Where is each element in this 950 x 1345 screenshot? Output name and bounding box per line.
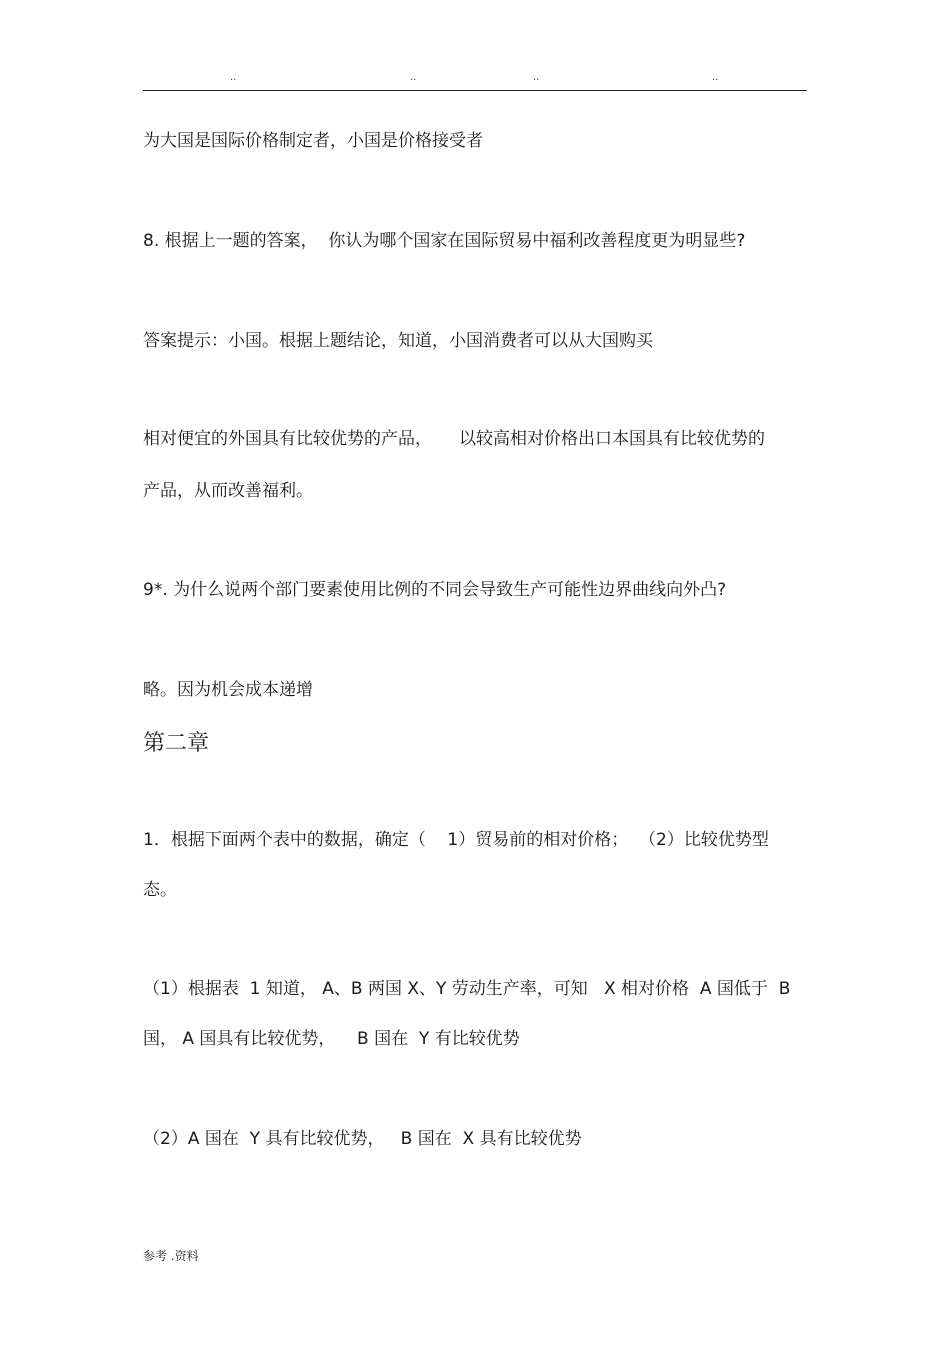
answer-9: 略。因为机会成本递增: [143, 680, 313, 700]
question-1-line-2: 态。: [143, 880, 177, 900]
header-rule: [143, 90, 807, 91]
paragraph-line: 为大国是国际价格制定者，小国是价格接受者: [143, 131, 483, 151]
answer-8-line-3: 产品，从而改善福利。: [143, 481, 313, 501]
answer-1-line-1: （1）根据表 1 知道， A、B 两国 X、Y 劳动生产率，可知 X 相对价格 A 国低于 B: [143, 979, 791, 999]
header-dots-2: ..: [410, 72, 417, 83]
question-1-line-1: 1．根据下面两个表中的数据，确定（ 1）贸易前的相对价格； （2）比较优势型: [143, 830, 769, 850]
answer-1-line-3: （2）A 国在 Y 具有比较优势， B 国在 X 具有比较优势: [143, 1129, 582, 1149]
header-dots-4: ..: [712, 72, 719, 83]
header-dots-1: ..: [230, 72, 237, 83]
chapter-heading: 第二章: [143, 731, 210, 756]
answer-1-line-2: 国， A 国具有比较优势， B 国在 Y 有比较优势: [143, 1029, 520, 1049]
question-9: 9*. 为什么说两个部门要素使用比例的不同会导致生产可能性边界曲线向外凸?: [143, 580, 727, 600]
answer-8-line-2: 相对便宜的外国具有比较优势的产品， 以较高相对价格出口本国具有比较优势的: [143, 429, 766, 449]
question-8: 8. 根据上一题的答案， 你认为哪个国家在国际贸易中福利改善程度更为明显些?: [143, 231, 746, 251]
page-footer: 参考 .资料: [143, 1249, 199, 1263]
header-dots-3: ..: [533, 72, 540, 83]
answer-8-line-1: 答案提示：小国。根据上题结论，知道，小国消费者可以从大国购买: [143, 331, 653, 351]
